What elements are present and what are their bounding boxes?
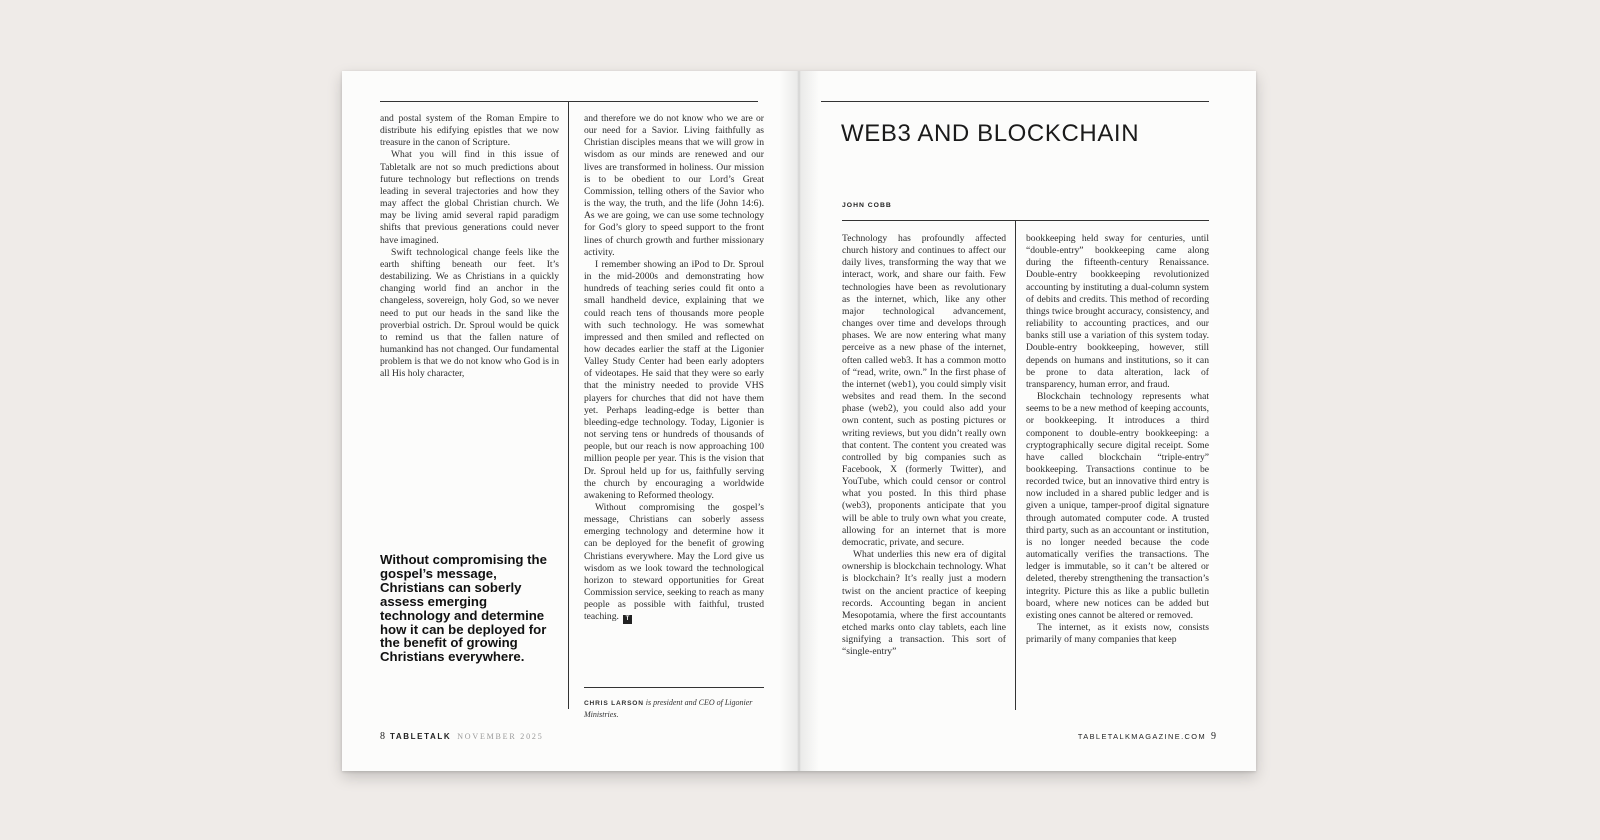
left-top-rule [380,101,758,102]
article-byline: JOHN COBB [842,202,892,209]
left-column-divider [568,101,569,709]
paragraph: The internet, as it exists now, consists primarily of many companies that keep [1026,622,1209,646]
paragraph: Technology has profoundly affected church history and continues to affect our daily lives, transforming the way that we interact, work, and share our faith. Few technologies have been as revolutionary as the internet, which, like any other major technological advancement, changes over time and develops through phases. We are now entering what many perceive as a new phase of the internet, often called web3. It has a common motto of “read, write, own.” In the first phase of the internet (web1), you could simply visit websites and read them. In the second phase (web2), you could also add your own content, such as posting pictures or writing reviews, but you didn’t really own that content. The content you created was controlled by big companies such as Facebook, X (formerly Twitter), and YouTube, which could censor or control what you posted. In this third phase (web3), proponents anticipate that you will be able to truly own what you create, allowing for an internet that is more democratic, private, and secure. [842,233,1006,548]
folio-date: NOVEMBER 2025 [457,732,544,741]
right-column-1 [842,233,1006,658]
article-headline: WEB3 AND BLOCKCHAIN [841,120,1140,147]
author-bio [584,697,769,720]
page-number: 9 [1211,731,1216,742]
paragraph: bookkeeping held sway for centuries, until “double-entry” bookkeeping came along during the fifteenth-century Renaissance. Double-entry bookkeeping revolutionized accounting by instituting a dual-column system of debits and credits. This method of recording things twice brought accuracy, consistency, and reliability to accounting practices, and our banks still use a variation of this system today. Double-entry bookkeeping, however, still depends on humans and institutions, so it can be prone to data alteration, lack of transparency, human error, and fraud. [1026,233,1209,390]
paragraph: What underlies this new era of digital ownership is blockchain technology. What is blockchain? It’s really just a modern twist on the ancient practice of keeping records. Accounting began in ancient Mesopotamia, where the first accountants etched marks onto clay tablets, each line signifying a transaction. This sort of “single-entry” [842,549,1006,658]
bio-rule [584,687,764,688]
author-bio-name: CHRIS LARSON [584,700,644,707]
folio-site: TABLETALKMAGAZINE.COM [1077,732,1206,741]
right-folio [1078,731,1216,742]
paragraph: and therefore we do not know who we are or our need for a Savior. Living faithfully as Christian disciples means that we will grow in wisdom as our minds are renewed and our lives are transformed in holiness. Our mission is to be obedient to our Lord’s Great Commission, telling others of the Savior who is the way, the truth, and the life (John 14:6). As we are going, we can use some technology for God’s glory to speed support to the front lines of church growth and further missionary activity. [584,113,764,258]
left-folio [380,731,544,742]
left-page [342,71,799,771]
end-mark-icon: T [623,615,632,624]
pull-quote: Without compromising the gospel’s message, Christians can soberly assess emerging technology and determine how it can be deployed for the benefit of growing Christians everywhere. [380,552,547,665]
magazine-spread [342,71,1256,771]
right-column-2 [1026,233,1209,646]
page-number: 8 [380,731,385,742]
paragraph: I remember showing an iPod to Dr. Sproul in the mid-2000s and demonstrating how hundreds of teaching series could fit onto a small handheld device, explaining that we could reach tens of thousands more people with such technology. He was somewhat impressed and then smiled and reflected on how decades earlier the staff at the Ligonier Valley Study Center had been early adopters of videotapes. He said that they were so early that the ministry needed to provide VHS players for churches that did not have them yet. Perhaps leading-edge is better than bleeding-edge technology. Today, Ligonier is not serving tens or hundreds of thousands of people, but our reach is now approaching 100 million people per year. This is the vision that Dr. Sproul held up for us, faithfully serving the church by encouraging a worldwide awakening to Reformed theology. [584,258,764,501]
byline-rule [842,220,1209,221]
author-bio-text: is president and CEO of Ligonier Ministries. [584,698,753,719]
folio-magazine: TABLETALK [390,732,452,741]
paragraph-final [584,502,764,624]
paragraph: and postal system of the Roman Empire to distribute his edifying epistles that we now treasure in the canon of Scripture. [380,113,559,149]
paragraph: Swift technological change feels like the earth shifting beneath our feet. It’s destabilizing. We as Christians in a quickly changing world find an anchor in the changeless, sovereign, holy God, so we never need to put our heads in the sand like the proverbial ostrich. Dr. Sproul would be quick to remind us that the fallen nature of humankind has not changed. Our fundamental problem is that we do not know who God is in all His holy character, [380,246,559,380]
right-page [799,71,1256,771]
paragraph: What you will find in this issue of Tabletalk are not so much predictions about future technology but reflections on trends leading in several trajectories and how they may affect the global Christian church. We may be living amid several rapid paradigm shifts that previous generations could never have imagined. [380,149,559,246]
left-column-2 [584,113,764,624]
paragraph: Blockchain technology represents what seems to be a new method of keeping accounts, or bookkeeping. It introduces a third component to double-entry bookkeeping: a cryptographically secure digital receipt. Some have called blockchain “triple-entry” bookkeeping. Transactions continue to be recorded twice, but an innovative third entry is now included in a shared public ledger and is given a unique, tamper-proof digital signature through automated computer code. A trusted third party, such as an accountant or institution, is no longer needed because the code automatically verifies the transactions. The ledger is immutable, so it can’t be altered or deleted, thereby strengthening the transaction’s integrity. Picture this as like a public bulletin board, where new notices can be added but existing ones cannot be altered or removed. [1026,391,1209,621]
right-top-rule [821,101,1209,102]
right-column-divider [1015,220,1016,710]
left-column-1 [380,113,559,380]
paragraph-text: Without compromising the gospel’s message, Christians can soberly assess emerging technology and determine how it can be deployed for the benefit of growing Christians everywhere. May the Lord give us wisdom as we look toward the technological horizon to steward opportunities for Great Commission service, seeking to reach as many people as possible with faithful, trusted teaching. [584,502,764,623]
